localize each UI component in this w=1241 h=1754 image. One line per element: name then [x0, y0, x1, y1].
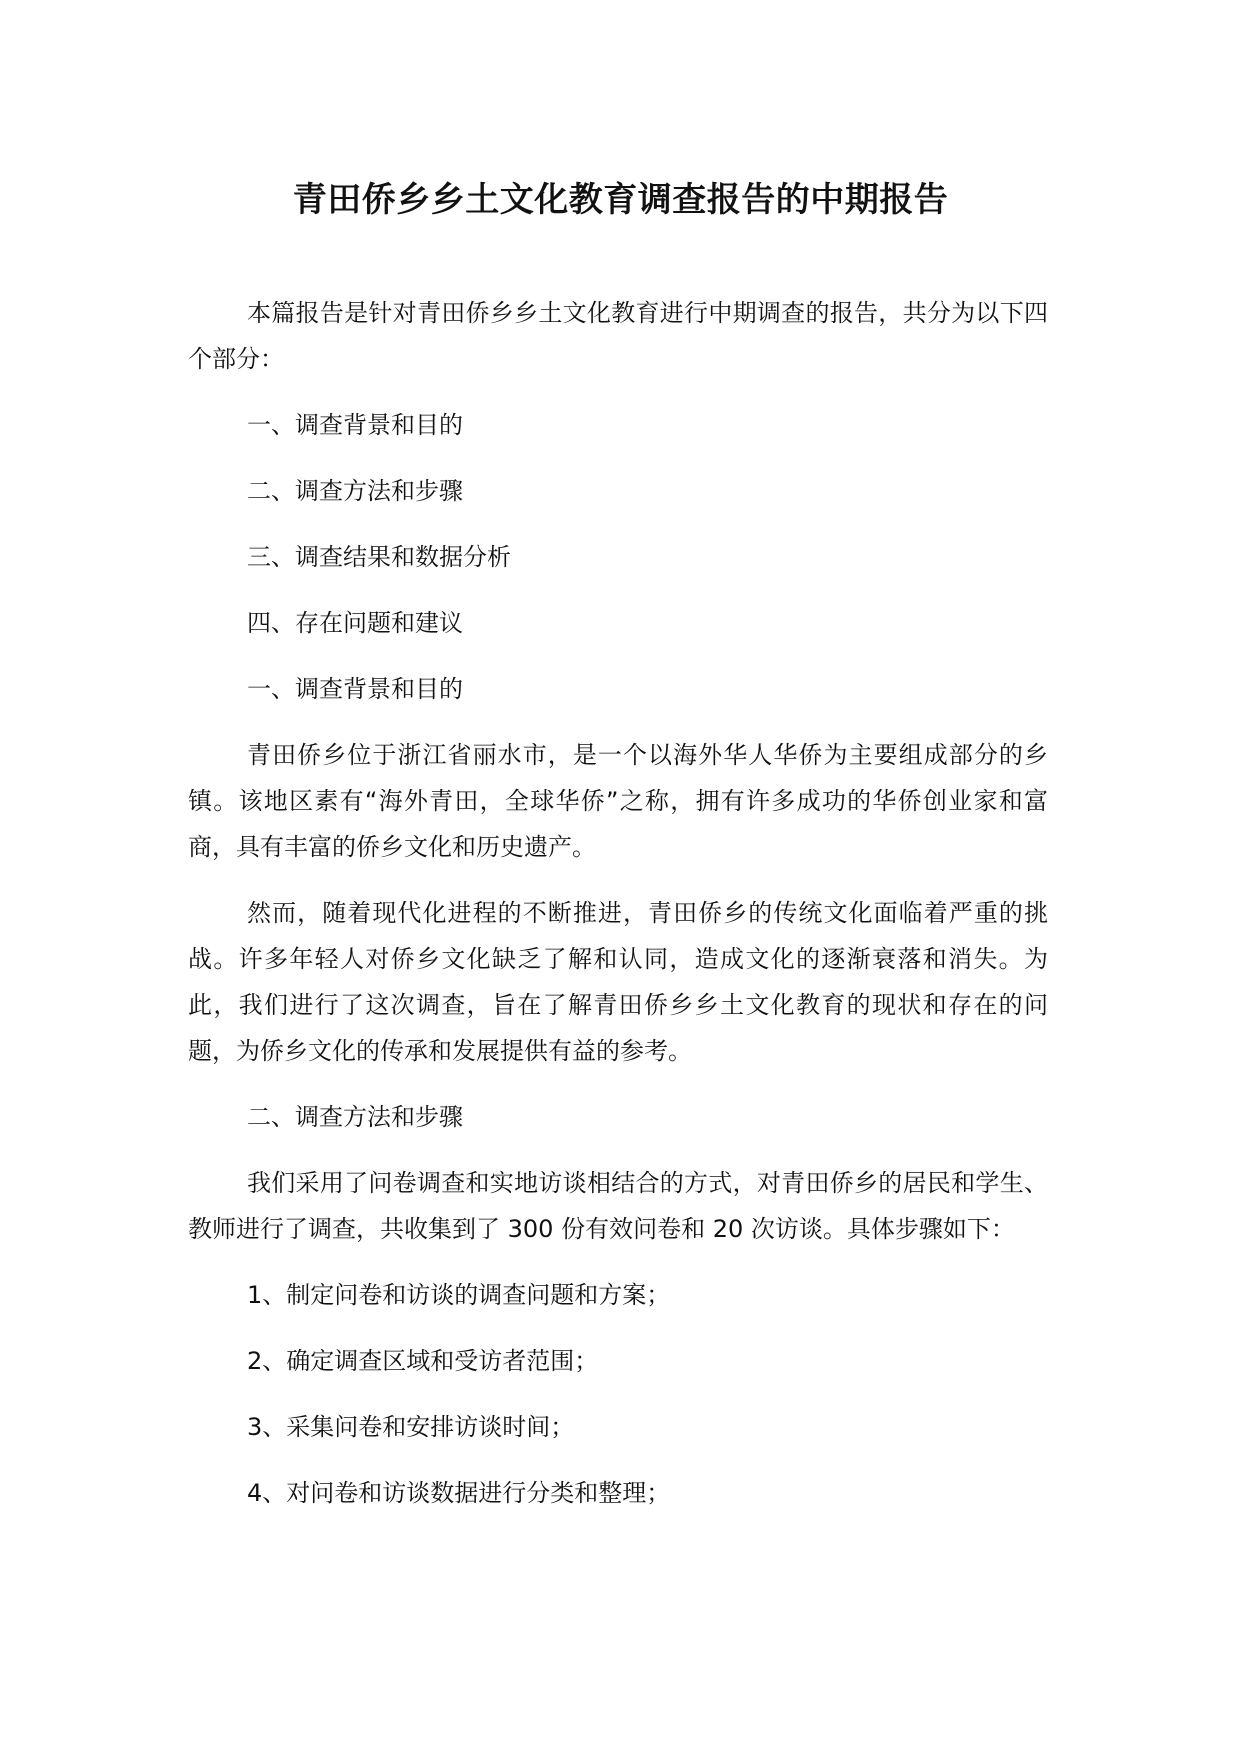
section-1-paragraph-2: 然而，随着现代化进程的不断推进，青田侨乡的传统文化面临着严重的挑战。许多年轻人对侨乡文化缺乏了解和认同，造成文化的逐渐衰落和消失。为此，我们进行了这次调查，旨在了解青田侨乡乡土文化教育的现状和存在的问题，为侨乡文化的传承和发展提供有益的参考。: [188, 899, 1048, 1065]
step-item-2: 2、确定调查区域和受访者范围；: [247, 1347, 599, 1375]
intro-paragraph: 本篇报告是针对青田侨乡乡土文化教育进行中期调查的报告，共分为以下四个部分：: [188, 299, 1048, 373]
step-item-1: 1、制定问卷和访谈的调查问题和方案；: [247, 1281, 671, 1309]
document-body: [188, 290, 1048, 1536]
outline-item-4: 四、存在问题和建议: [247, 609, 463, 637]
section-2-paragraph: 我们采用了问卷调查和实地访谈相结合的方式，对青田侨乡的居民和学生、教师进行了调查，共收集到了 300 份有效问卷和 20 次访谈。具体步骤如下：: [188, 1169, 1048, 1243]
outline-item-2: 二、调查方法和步骤: [247, 477, 463, 505]
section-1-paragraph-1: 青田侨乡位于浙江省丽水市，是一个以海外华人华侨为主要组成部分的乡镇。该地区素有“海外青田，全球华侨”之称，拥有许多成功的华侨创业家和富商，具有丰富的侨乡文化和历史遗产。: [188, 741, 1048, 861]
outline-item-3: 三、调查结果和数据分析: [247, 543, 511, 571]
step-item-3: 3、采集问卷和安排访谈时间；: [247, 1413, 575, 1441]
section-2-heading: 二、调查方法和步骤: [247, 1103, 463, 1131]
step-item-4: 4、对问卷和访谈数据进行分类和整理；: [247, 1479, 671, 1507]
document-title: 青田侨乡乡土文化教育调查报告的中期报告: [292, 180, 949, 220]
section-1-heading: 一、调查背景和目的: [247, 675, 463, 703]
outline-item-1: 一、调查背景和目的: [247, 411, 463, 439]
